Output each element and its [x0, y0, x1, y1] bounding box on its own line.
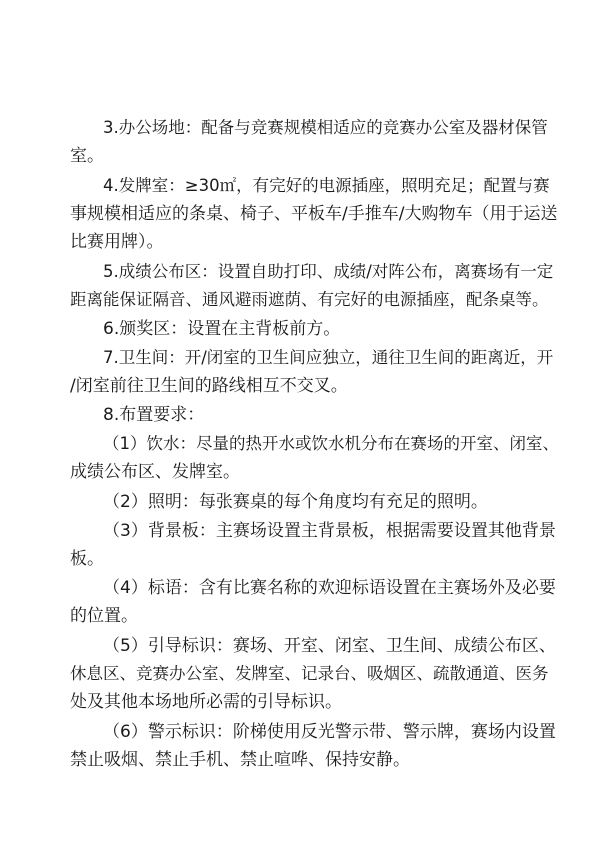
sub-5-line-2: 休息区、竞赛办公室、发牌室、记录台、吸烟区、疏散通道、医务 — [70, 664, 549, 683]
item-4-line-2: 事规模相适应的条桌、椅子、平板车/手推车/大购物车（用于运送 — [70, 204, 558, 224]
sub-4-line-2: 的位置。 — [70, 606, 138, 626]
sub-5-line-1: （5）引导标识：赛场、开室、闭室、卫生间、成绩公布区、 — [103, 636, 556, 656]
sub-5-line-3: 处及其他本场地所必需的引导标识。 — [70, 692, 342, 712]
item-7-line-1: 7.卫生间：开/闭室的卫生间应独立，通往卫生间的距离近，开 — [103, 348, 554, 367]
item-5-line-2: 距离能保证隔音、通风避雨遮荫、有完好的电源插座，配条桌等。 — [70, 290, 549, 309]
sub-3-line-1: （3）背景板：主赛场设置主背景板，根据需要设置其他背景 — [103, 521, 556, 541]
item-7-line-2: /闭室前往卫生间的路线相互不交叉。 — [70, 376, 348, 396]
sub-3-line-2: 板。 — [70, 549, 104, 569]
sub-1-line-2: 成绩公布区、发牌室。 — [70, 462, 240, 482]
item-4-line-3: 比赛用牌）。 — [70, 232, 164, 252]
item-3-line-1: 3.办公场地：配备与竞赛规模相适应的竞赛办公室及器材保管 — [103, 118, 548, 137]
item-5-line-1: 5.成绩公布区：设置自助打印、成绩/对阵公布，离赛场有一定 — [103, 262, 554, 281]
sub-1-line-1: （1）饮水：尽量的热开水或饮水机分布在赛场的开室、闭室、 — [103, 434, 559, 453]
sub-6-line-1: （6）警示标识：阶梯使用反光警示带、警示牌，赛场内设置 — [103, 722, 556, 742]
item-4-line-1: 4.发牌室：≥30㎡，有完好的电源插座，照明充足；配置与赛 — [103, 176, 550, 195]
item-6-line-1: 6.颁奖区：设置在主背板前方。 — [103, 319, 341, 339]
item-3-line-2: 室。 — [70, 146, 104, 166]
item-8-line-1: 8.布置要求： — [103, 405, 205, 425]
sub-4-line-1: （4）标语：含有比赛名称的欢迎标语设置在主赛场外及必要 — [103, 578, 556, 598]
sub-2-line-1: （2）照明：每张赛桌的每个角度均有充足的照明。 — [103, 492, 488, 512]
sub-6-line-2: 禁止吸烟、禁止手机、禁止喧哗、保持安静。 — [70, 750, 410, 770]
